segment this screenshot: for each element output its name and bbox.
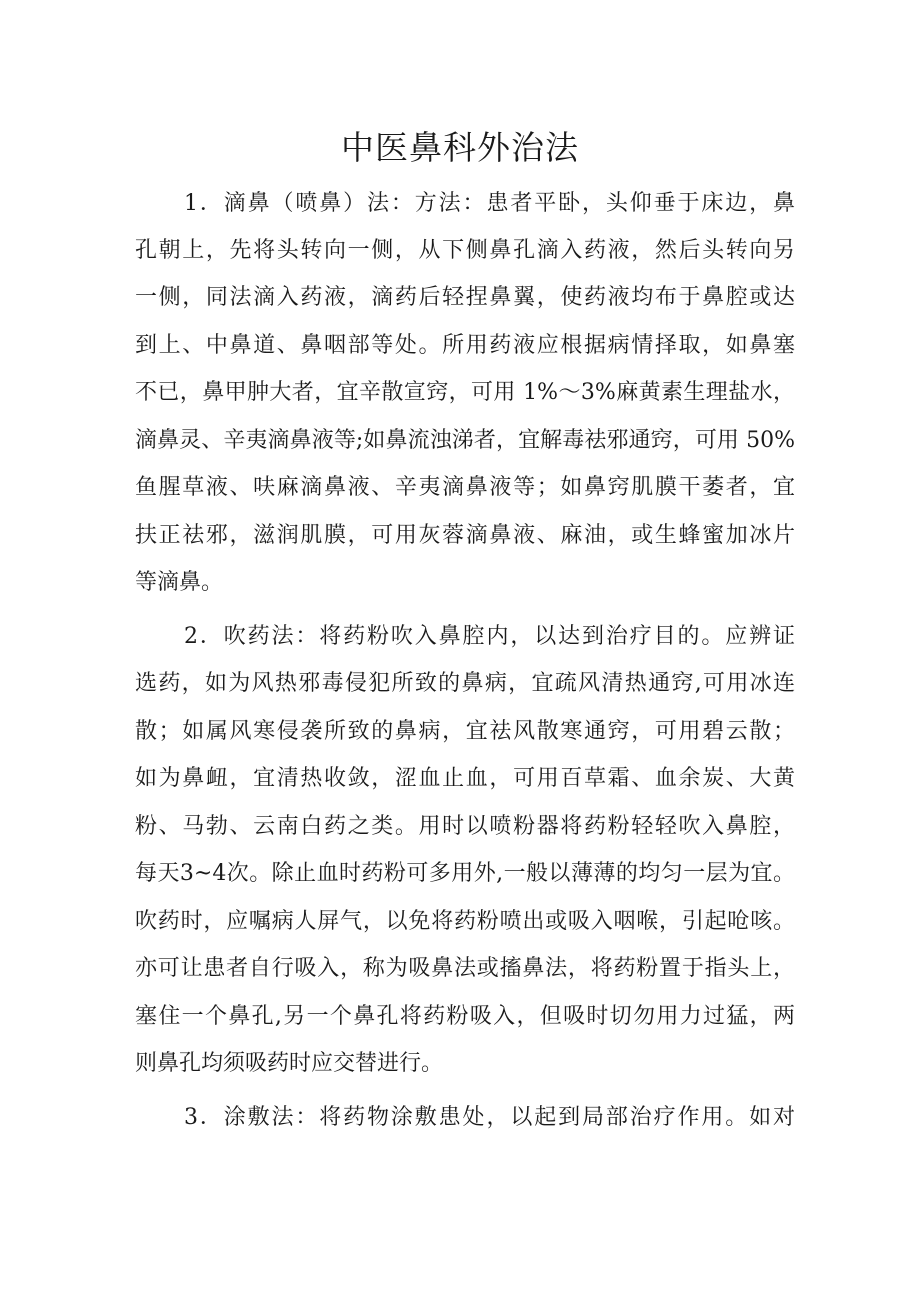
document-title: 中医鼻科外治法 <box>341 128 579 167</box>
text-line: 鱼腥草液、呋麻滴鼻液、辛夷滴鼻液等；如鼻窍肌膜干萎者，宜 <box>135 475 795 500</box>
text-line: 3．涂敷法：将药物涂敷患处，以起到局部治疗作用。如对 <box>184 1105 795 1130</box>
text-line: 散；如属风寒侵袭所致的鼻病，宜祛风散寒通窍，可用碧云散； <box>135 719 795 744</box>
text-line: 不已，鼻甲肿大者，宜辛散宣窍，可用 1%～3%麻黄素生理盐水， <box>135 380 795 405</box>
text-line: 孔朝上，先将头转向一侧，从下侧鼻孔滴入药液，然后头转向另 <box>135 238 795 263</box>
text-line: 则鼻孔均须吸药时应交替进行。 <box>135 1051 444 1076</box>
text-line: 到上、中鼻道、鼻咽部等处。所用药液应根据病情择取，如鼻塞 <box>135 333 795 358</box>
text-line: 亦可让患者自行吸入，称为吸鼻法或搐鼻法，将药粉置于指头上， <box>135 956 795 981</box>
text-line: 粉、马勃、云南白药之类。用时以喷粉器将药粉轻轻吹入鼻腔， <box>135 814 795 839</box>
text-line: 每天3~4次。除止血时药粉可多用外,一般以薄薄的均匀一层为宜。 <box>135 861 795 886</box>
text-line: 塞住一个鼻孔,另一个鼻孔将药粉吸入，但吸时切勿用力过猛，两 <box>135 1004 795 1029</box>
text-line: 扶正祛邪，滋润肌膜，可用灰蓉滴鼻液、麻油，或生蜂蜜加冰片 <box>135 523 795 548</box>
text-line: 2．吹药法：将药粉吹入鼻腔内，以达到治疗目的。应辨证 <box>184 624 795 649</box>
text-line: 1．滴鼻（喷鼻）法：方法：患者平卧，头仰垂于床边，鼻 <box>184 191 795 216</box>
text-line: 等滴鼻。 <box>135 570 224 595</box>
text-line: 滴鼻灵、辛夷滴鼻液等;如鼻流浊涕者，宜解毒祛邪通窍，可用 50% <box>135 428 795 453</box>
text-line: 吹药时，应嘱病人屏气，以免将药粉喷出或吸入咽喉，引起呛咳。 <box>135 909 795 934</box>
text-line: 选药，如为风热邪毒侵犯所致的鼻病，宜疏风清热通窍,可用冰连 <box>135 671 795 696</box>
text-line: 一侧，同法滴入药液，滴药后轻捏鼻翼，使药液均布于鼻腔或达 <box>135 285 795 310</box>
text-line: 如为鼻衄，宜清热收敛，涩血止血，可用百草霜、血余炭、大黄 <box>135 766 795 791</box>
